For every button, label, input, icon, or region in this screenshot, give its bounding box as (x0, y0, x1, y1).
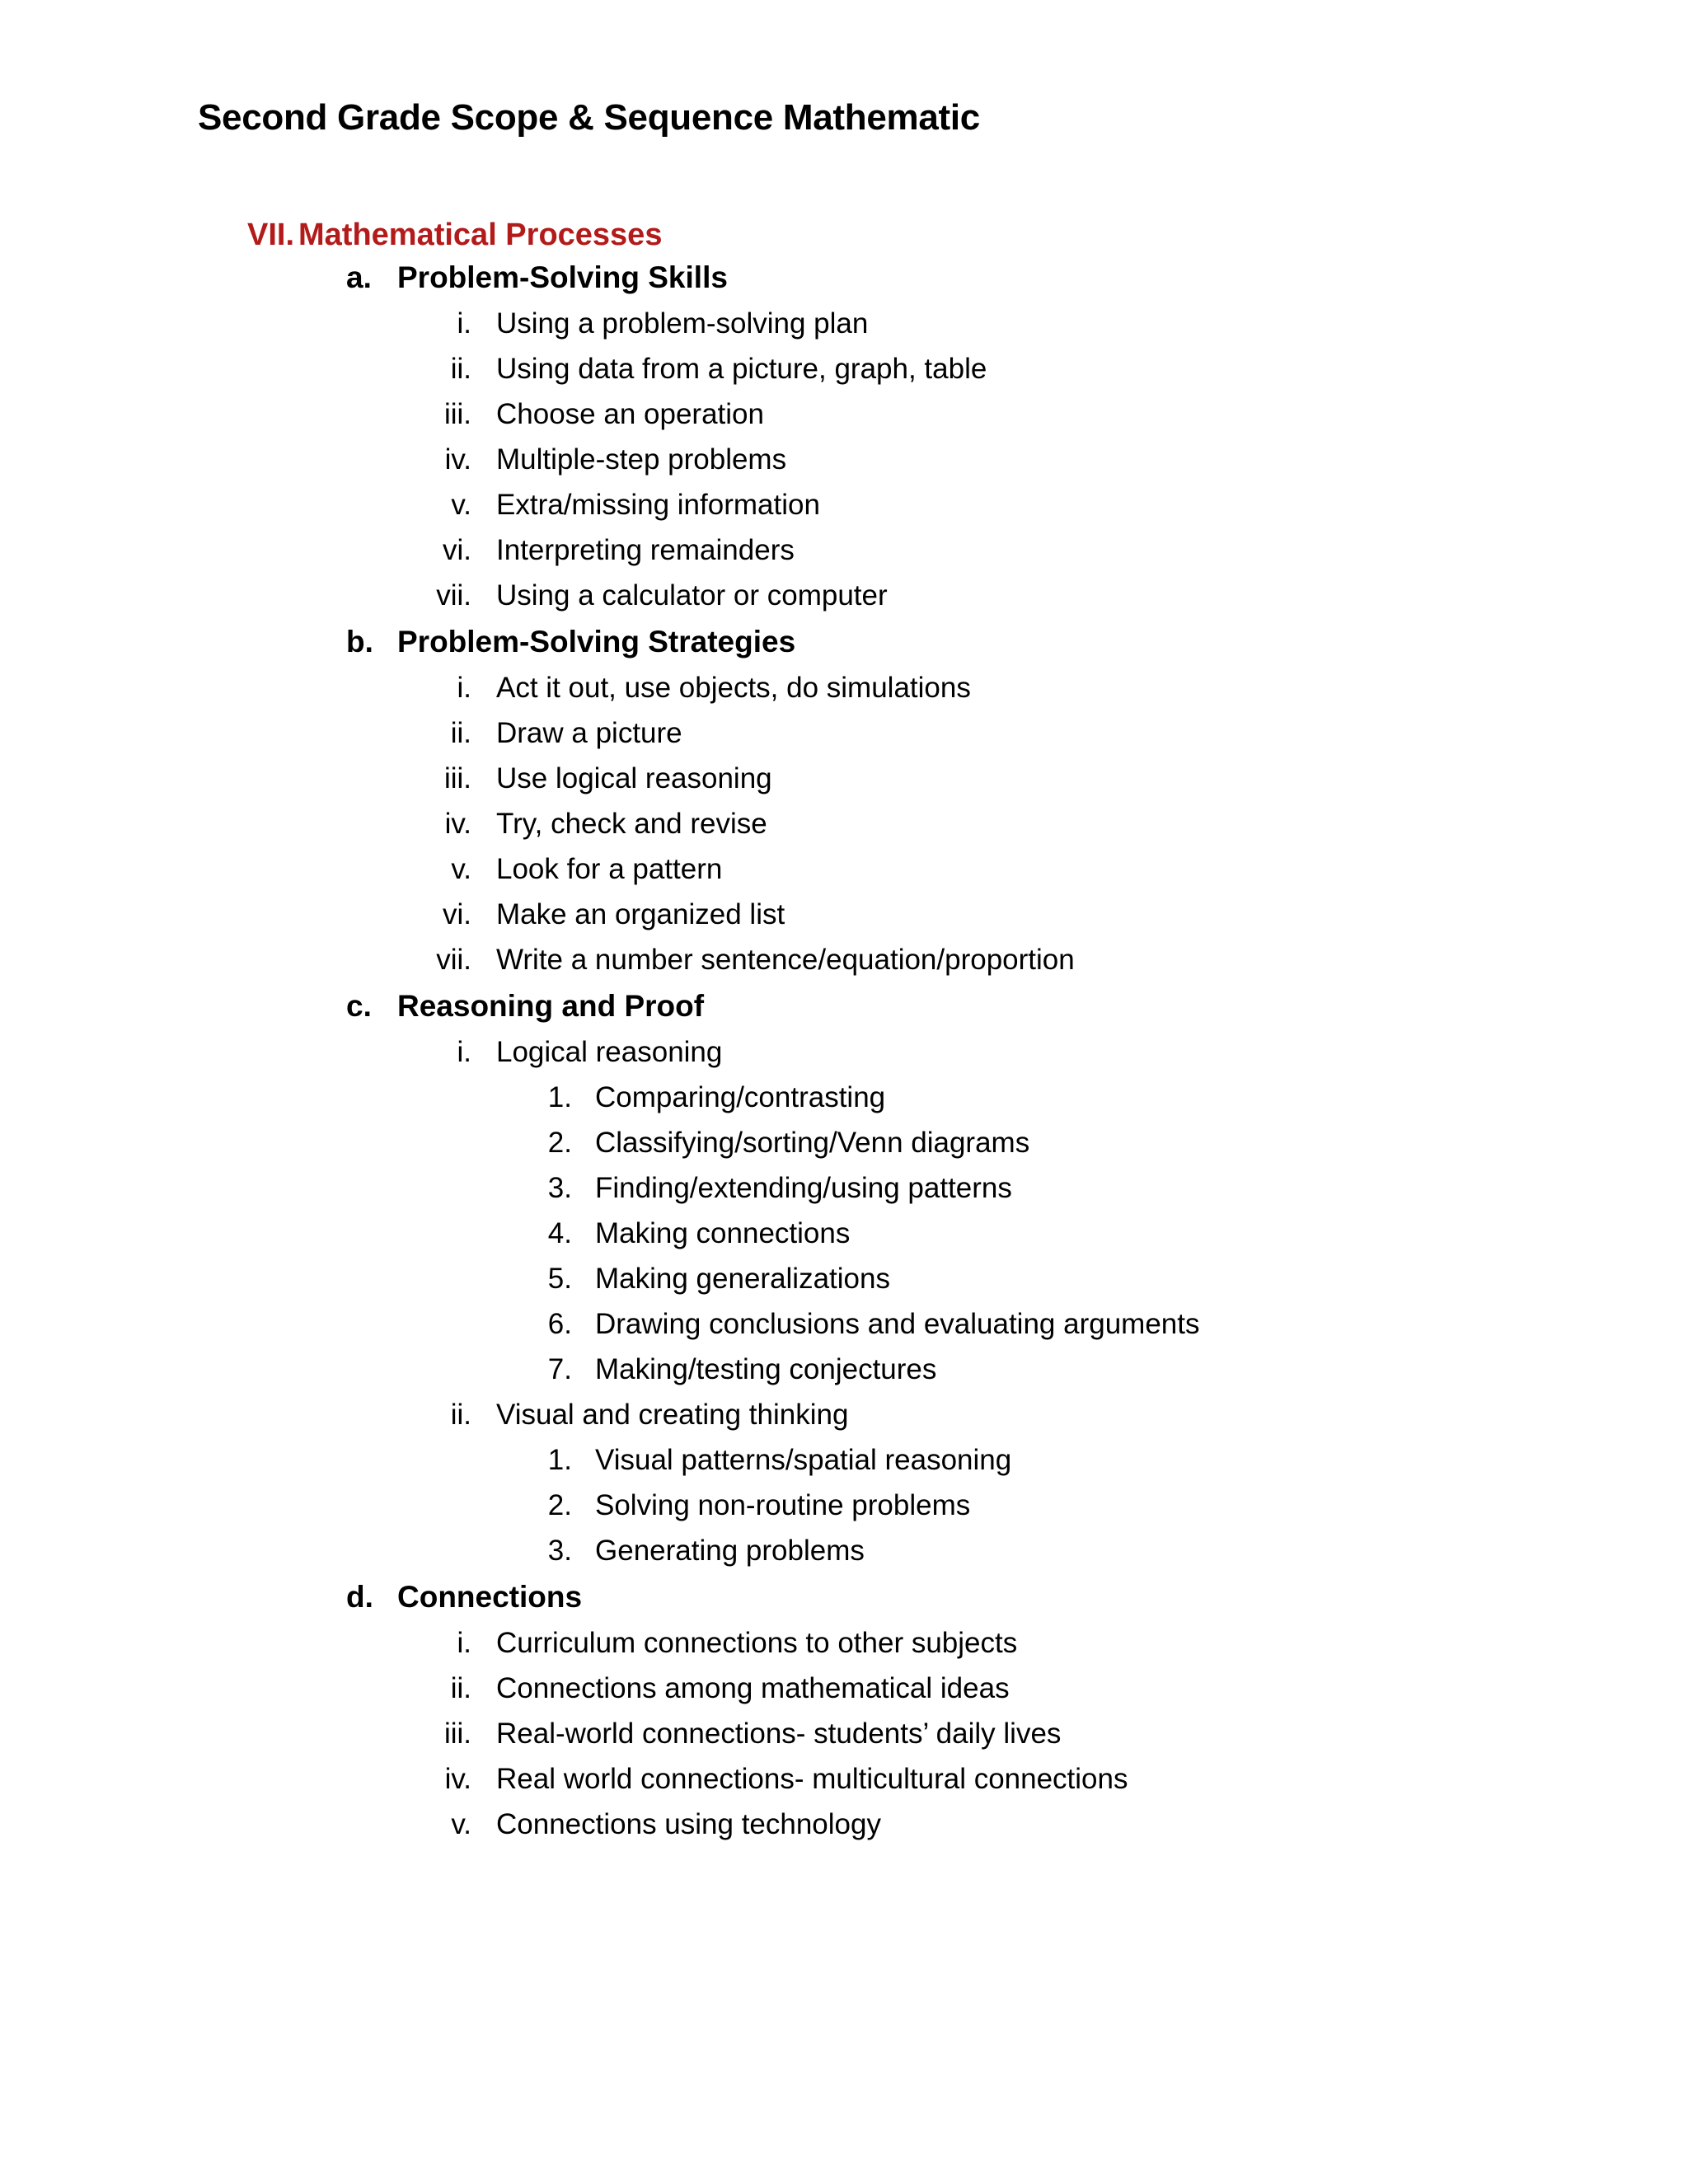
list-item-text: Look for a pattern (496, 853, 723, 885)
list-marker: i. (457, 1036, 471, 1068)
list-item-text: Reasoning and Proof (397, 989, 705, 1023)
outline-item (0, 1489, 1688, 1535)
outline-item (0, 1763, 1688, 1808)
outline-item (0, 1172, 1688, 1217)
outline-item (0, 489, 1688, 534)
list-marker: 7. (547, 1353, 572, 1385)
outline-item (0, 808, 1688, 853)
list-marker: vi. (443, 898, 471, 930)
list-marker: ii. (450, 1399, 471, 1431)
list-marker: 6. (547, 1308, 572, 1340)
list-item-text: Connections among mathematical ideas (496, 1672, 1010, 1704)
subsection-heading (0, 625, 1688, 672)
document-title: Second Grade Scope & Sequence Mathematic (198, 97, 980, 138)
list-marker: 1. (547, 1081, 572, 1113)
section-title: Mathematical Processes (298, 218, 663, 252)
list-item-text: Solving non-routine problems (595, 1489, 971, 1521)
subsection-heading (0, 989, 1688, 1036)
list-marker: 3. (547, 1535, 572, 1567)
list-item-text: Using data from a picture, graph, table (496, 353, 987, 385)
outline-item (0, 398, 1688, 443)
outline-item (0, 853, 1688, 898)
list-marker: d. (346, 1580, 373, 1614)
outline-item (0, 1263, 1688, 1308)
list-marker: 5. (547, 1263, 572, 1295)
list-item-text: Problem-Solving Strategies (397, 625, 796, 658)
list-marker: iv. (444, 1763, 471, 1795)
list-item-text: Choose an operation (496, 398, 764, 430)
outline-item (0, 534, 1688, 579)
outline-item (0, 1308, 1688, 1353)
list-item-text: Drawing conclusions and evaluating arguments (595, 1308, 1200, 1340)
list-marker: ii. (450, 353, 471, 385)
list-item-text: Classifying/sorting/Venn diagrams (595, 1127, 1030, 1159)
list-item-text: Finding/extending/using patterns (595, 1172, 1012, 1204)
outline-item (0, 1627, 1688, 1672)
list-marker: ii. (450, 1672, 471, 1704)
outline-item (0, 1127, 1688, 1172)
list-item-text: Use logical reasoning (496, 762, 772, 794)
list-marker: a. (346, 260, 372, 294)
outline-item (0, 1444, 1688, 1489)
list-item-text: Act it out, use objects, do simulations (496, 672, 971, 704)
list-marker: b. (346, 625, 373, 658)
list-item-text: Real-world connections- students’ daily lives (496, 1718, 1062, 1750)
outline-list (0, 260, 1688, 1854)
outline-item (0, 1399, 1688, 1444)
outline-item (0, 1353, 1688, 1399)
list-item-text: Using a calculator or computer (496, 579, 888, 612)
list-marker: 1. (547, 1444, 572, 1476)
list-marker: iii. (443, 398, 471, 430)
outline-item (0, 1808, 1688, 1854)
list-item-text: Making generalizations (595, 1263, 890, 1295)
list-marker: iv. (444, 443, 471, 476)
list-marker: iii. (443, 762, 471, 794)
list-marker: i. (457, 1627, 471, 1659)
list-marker: 2. (547, 1127, 572, 1159)
list-item-text: Problem-Solving Skills (397, 260, 728, 294)
list-item-text: Using a problem-solving plan (496, 307, 869, 340)
list-item-text: Connections (397, 1580, 583, 1614)
list-marker: i. (457, 672, 471, 704)
list-marker: vii. (436, 944, 471, 976)
list-item-text: Connections using technology (496, 1808, 881, 1840)
outline-item (0, 1036, 1688, 1081)
list-item-text: Curriculum connections to other subjects (496, 1627, 1018, 1659)
outline-item (0, 944, 1688, 989)
outline-item (0, 1081, 1688, 1127)
outline-item (0, 353, 1688, 398)
outline-item (0, 762, 1688, 808)
list-marker: i. (457, 307, 471, 340)
outline-item (0, 672, 1688, 717)
list-item-text: Real world connections- multicultural connections (496, 1763, 1128, 1795)
subsection-heading (0, 260, 1688, 307)
list-marker: 3. (547, 1172, 572, 1204)
list-marker: c. (346, 989, 372, 1023)
list-marker: iii. (443, 1718, 471, 1750)
list-item-text: Making connections (595, 1217, 851, 1249)
outline-item (0, 1672, 1688, 1718)
list-item-text: Visual patterns/spatial reasoning (595, 1444, 1012, 1476)
list-marker: 2. (547, 1489, 572, 1521)
list-marker: iv. (444, 808, 471, 840)
list-item-text: Draw a picture (496, 717, 682, 749)
list-marker: v. (451, 853, 471, 885)
outline-item (0, 1217, 1688, 1263)
list-marker: v. (451, 489, 471, 521)
subsection-heading (0, 1580, 1688, 1627)
list-item-text: Try, check and revise (496, 808, 767, 840)
outline-item (0, 579, 1688, 625)
list-item-text: Generating problems (595, 1535, 865, 1567)
list-item-text: Make an organized list (496, 898, 785, 930)
list-item-text: Logical reasoning (496, 1036, 723, 1068)
list-marker: 4. (547, 1217, 572, 1249)
list-item-text: Extra/missing information (496, 489, 820, 521)
list-item-text: Write a number sentence/equation/proportion (496, 944, 1075, 976)
outline-item (0, 307, 1688, 353)
list-marker: vi. (443, 534, 471, 566)
list-item-text: Multiple-step problems (496, 443, 787, 476)
list-item-text: Interpreting remainders (496, 534, 795, 566)
outline-item (0, 443, 1688, 489)
list-marker: ii. (450, 717, 471, 749)
outline-item (0, 717, 1688, 762)
section-heading (247, 218, 662, 253)
list-marker: v. (451, 1808, 471, 1840)
list-marker: vii. (436, 579, 471, 612)
section-number: VII. (247, 218, 295, 252)
outline-item (0, 1718, 1688, 1763)
outline-item (0, 898, 1688, 944)
list-item-text: Visual and creating thinking (496, 1399, 849, 1431)
list-item-text: Making/testing conjectures (595, 1353, 937, 1385)
outline-item (0, 1535, 1688, 1580)
list-item-text: Comparing/contrasting (595, 1081, 886, 1113)
